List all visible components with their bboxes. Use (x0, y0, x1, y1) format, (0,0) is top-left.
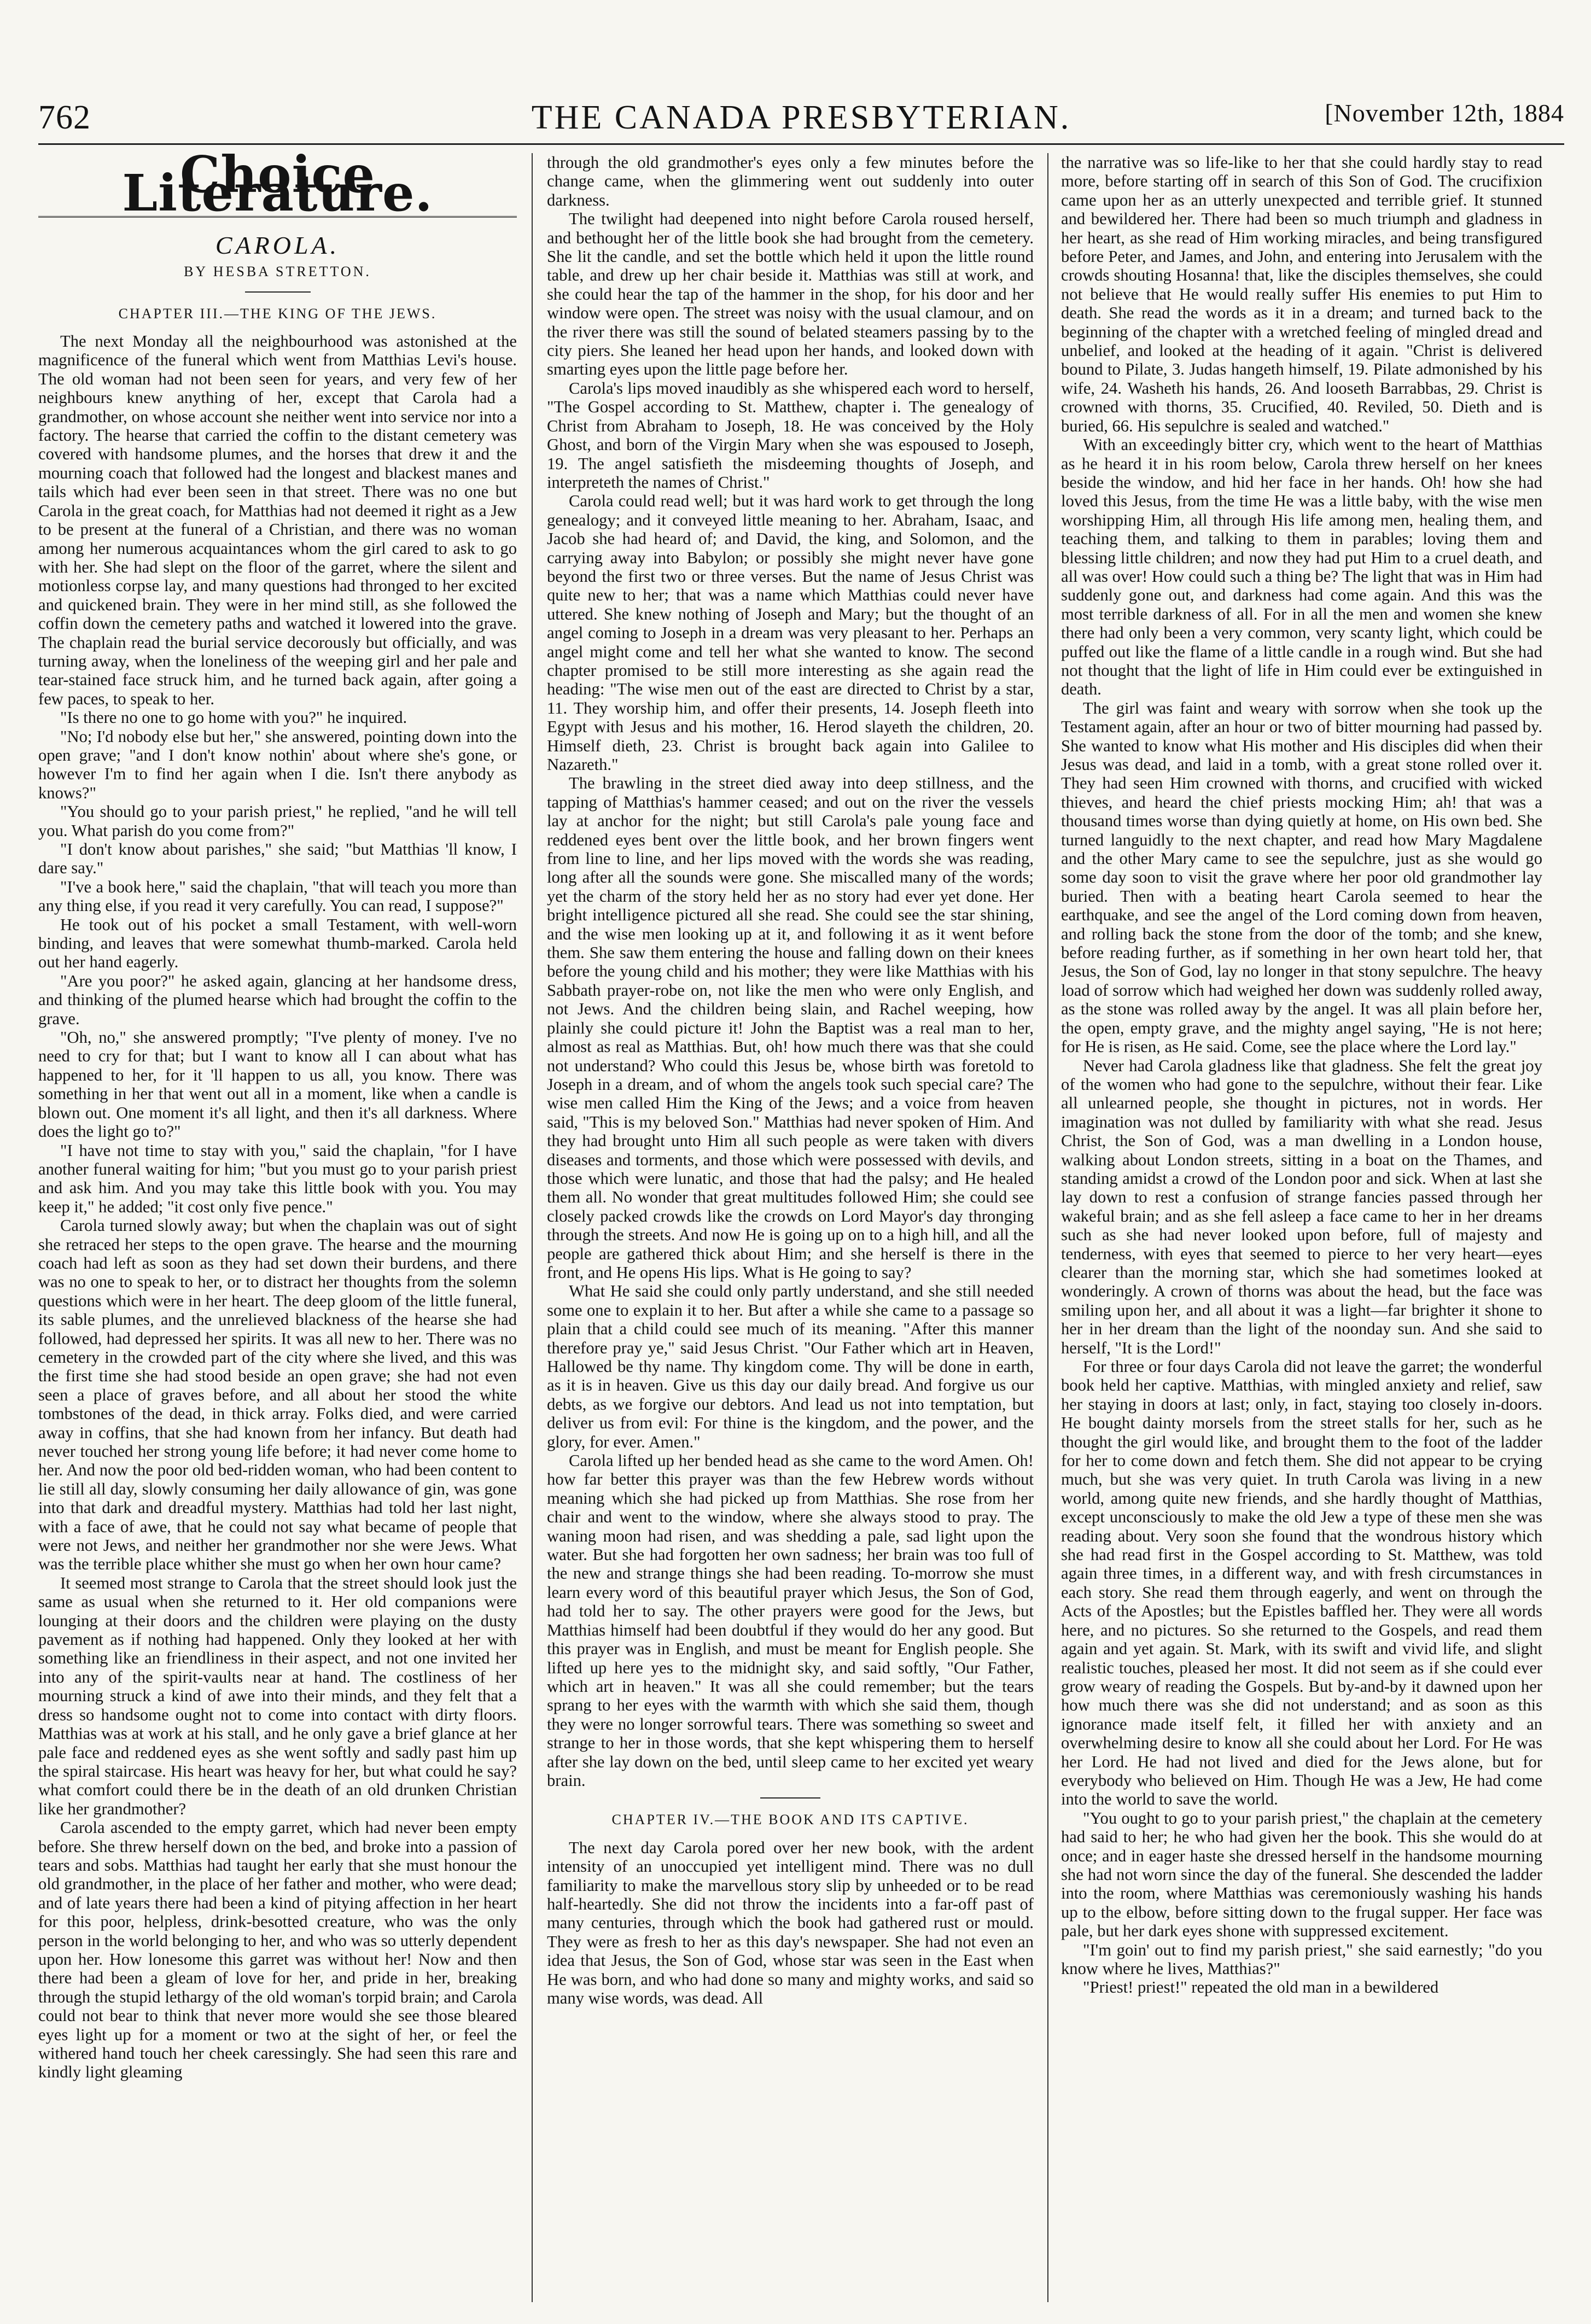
paragraph: "I don't know about parishes," she said; "but Matthias 'll know, I dare say." (38, 840, 517, 878)
column-rule (532, 153, 533, 2302)
byline-rule (245, 291, 311, 293)
paragraph: "Are you poor?" he asked again, glancing at her handsome dress, and thinking of the plumed hearse which had brought the coffin to the grave. (38, 971, 517, 1028)
paragraph: "I've a book here," said the chaplain, "that will teach you more than any thing else, if you read it very carefully. You can read, I suppose?" (38, 877, 517, 915)
paragraph: Never had Carola gladness like that gladness. She felt the great joy of the women who had gone to the sepulchre, without their fear. Like all unlearned people, she thought in pictures, not in words. Her imagination was not dulled by familiarity with what she read. Jesus Christ, the Son of God, was a man dwelling in a London house, walking about London streets, sitting in a boat on the Thames, and standing amidst a crowd of the London poor and sick. When at last she lay down to rest a confusion of strange fancies passed through her wakeful brain; and as she fell asleep a face came to her in her dreams such as she had never looked upon before, full of majesty and tenderness, with eyes that seemed to pierce to her very heart—eyes clearer than the morning star, which she had sometimes looked at wonderingly. A crown of thorns was about the head, but the face was smiling upon her, and all about it was a light—far brighter it shone to her in her dream than the light of the noonday sun. And she said to herself, "It is the Lord!" (1061, 1056, 1542, 1357)
header-rule (38, 143, 1564, 145)
paragraph: It seemed most strange to Carola that the street should look just the same as usual when she returned to it. Her old companions were lounging at their doors and the children were playing on the dusty pavement as if nothing had happened. Only they looked at her with something like an friendliness in their aspect, and not one invited her into any of the spirit-vaults near at hand. The costliness of her mourning struck a kind of awe into their minds, and they felt that a dress so handsome ought not to come into contact with dirty floors. Matthias was at work at his stall, and he only gave a brief glance at her pale face and reddened eyes as she went softly and sadly past him up the spiral staircase. His heart was heavy for her, but what could he say? what comfort could there be in the death of an old drunken Christian like her grandmother? (38, 1573, 517, 1818)
paragraph: "No; I'd nobody else but her," she answered, pointing down into the open grave; "and I don't know nothin' about where she's gone, or however I'm to find her again when I die. Isn't there anybody as knows?" (38, 727, 517, 802)
paragraph: What He said she could only partly understand, and she still needed some one to explain it to her. But after a while she came to a passage so plain that a child could see much of its meaning. "After this manner therefore pray ye," said Jesus Christ. "Our Father which art in Heaven, Hallowed be thy name. Thy kingdom come. Thy will be done in earth, as it is in heaven. Give us this day our daily bread. And forgive us our debts, as we forgive our debtors. And lead us not into temptation, but deliver us from evil: For thine is the kingdom, and the power, and the glory, for ever. Amen." (547, 1282, 1034, 1451)
paragraph: Carola ascended to the empty garret, which had never been empty before. She threw herself down on the bed, and broke into a passion of tears and sobs. Matthias had taught her early that she must honour the old grandmother, in the place of her father and mother, who were dead; and of late years there had been a kind of pitying affection in her heart for this poor, helpless, drink-besotted creature, who was the only person in the world belonging to her, and who was so utterly dependent upon her. How lonesome this garret was without her! Now and then there had been a gleam of love for her, and pride in her, breaking through the stupid lethargy of the old woman's torpid brain; and Carola could not bear to think that never more would she see those bleared eyes light up for a moment or two at the sight of her, or feel the withered hand touch her cheek caressingly. She had seen this rare and kindly light gleaming (38, 1818, 517, 2082)
paragraph: through the old grandmother's eyes only a few minutes before the change came, when the glimmering went out suddenly into outer darkness. (547, 153, 1034, 209)
paragraph: "I have not time to stay with you," said the chaplain, "for I have another funeral waiting for him; "but you must go to your parish priest and ask him. And you may take this little book with you. You may keep it," he added; "it cost only five pence." (38, 1141, 517, 1216)
paragraph: "You should go to your parish priest," he replied, "and he will tell you. What parish do you come from?" (38, 802, 517, 840)
paragraph: "I'm goin' out to find my parish priest," she said earnestly; "do you know where he lives, Matthias?" (1061, 1940, 1542, 1978)
paragraph: The brawling in the street died away into deep stillness, and the tapping of Matthias's hammer ceased; and out on the river the vessels lay at anchor for the night; but still Carola's pale young face and reddened eyes bent over the little book, and her brown fingers went from line to line, and her lips moved with the words she was reading, long after all the sounds were gone. She miscalled many of the words; yet the charm of the story held her as no story had ever yet done. Her bright intelligence pictured all she read. She could see the star shining, and the wise men looking up at it, and following it as it went before them. She saw them entering the house and falling down on their knees before the young child and his mother; they were like Matthias with his Sabbath prayer-robe on, not like the men who were only English, and not Jews. And the children being slain, and Rachel weeping, how plainly she could picture it! John the Baptist was a real man to her, almost as real as Matthias. But, oh! how much there was that she could not understand? Who could this Jesus be, whose birth was foretold to Joseph in a dream, and of whom the angels took such special care? The wise men called Him the King of the Jews; and a voice from heaven said, "This is my beloved Son." Matthias had never spoken of Him. And they had brought unto Him all such people as were taken with divers diseases and torments, and those which were possessed with devils, and those which were lunatic, and those that had the palsy; and He healed them all. No wonder that great multitudes followed Him; she could see closely packed crowds like the crowds on Lord Mayor's day thronging through the streets. And now He is going up on to a high hill, and all the people are gathered thick about Him; and she herself is there in the front, and He opens His lips. What is He going to say? (547, 774, 1034, 1282)
section-title: Choice Literature. (38, 153, 517, 218)
story-title: CAROLA. (215, 231, 340, 259)
paragraph: Carola could read well; but it was hard work to get through the long genealogy; and it conveyed little meaning to her. Abraham, Isaac, and Jacob she had heard of; and David, the king, and Solomon, and the carrying away into Babylon; or possibly she might never have gone beyond the first two or three verses. But the name of Jesus Christ was quite new to her; that was a name which Matthias could never have uttered. She knew nothing of Joseph and Mary; but the thought of an angel coming to Joseph in a dream was very pleasant to her. Perhaps an angel might come and tell her what she wanted to know. The second chapter promised to be still more interesting as she again read the heading: "The wise men out of the east are directed to Christ by a star, 11. They worship him, and offer their presents, 14. Joseph fleeth into Egypt with Jesus and his mother, 16. Herod slayeth the children, 20. Himself dieth, 23. Christ is brought back again into Galilee to Nazareth." (547, 492, 1034, 774)
column-rule (1047, 153, 1048, 2302)
paragraph: The girl was faint and weary with sorrow when she took up the Testament again, after an hour or two of bitter mourning had passed by. She wanted to know what His mother and His disciples did when their Jesus was dead, and laid in a tomb, with a great stone rolled over it. They had seen Him crowned with thorns, and crucified with wicked thieves, and heard the chief priests mocking Him; ah! that was a thousand times worse than dying quietly at home, on His own bed. She turned languidly to the next chapter, and read how Mary Magdalene and the other Mary came to see the sepulchre, just as she would go some day soon to visit the grave where her poor old grandmother lay buried. Then with a beating heart Carola seemed to hear the earthquake, and see the angel of the Lord coming down from heaven, and rolling back the stone from the door of the tomb; and she knew, before reading further, as if something in her own heart told her, that Jesus, the Son of God, lay no longer in that stony sepulchre. The heavy load of sorrow which had weighed her down was suddenly rolled away, as the stone was rolled away by the angel. It was all plain before her, the open, empty grave, and the mighty angel saying, "He is not here; for He is risen, as He said. Come, see the place where the Lord lay." (1061, 698, 1542, 1056)
column-2 (547, 153, 1034, 2308)
paragraph: Carola turned slowly away; but when the chaplain was out of sight she retraced her steps to the open grave. The hearse and the mourning coach had left as soon as they had set down their burdens, and there was no one to speak to her, or to distract her thoughts from the solemn questions which were in her heart. The deep gloom of the little funeral, its sable plumes, and the unrelieved blackness of the hearse she had followed, had depressed her spirits. It was all new to her. There was no cemetery in the crowded part of the city where she lived, and this was the first time she had stood beside an open grave; she had not even seen a place of graves before, and all about her stood the white tombstones of the dead, in thick array. Folks died, and were carried away in coffins, that she had known from her infancy. But death had never touched her strong young life before; it had never come home to her. And now the poor old bed-ridden woman, who had been content to lie still all day, slowly consuming her daily allowance of gin, was gone into that dark and dreadful mystery. Matthias had told her last night, with a face of awe, that he could not say what became of people that were not Jews, and neither her grandmother nor she were Jews. What was the terrible place whither she must go when her own hour came? (38, 1216, 517, 1574)
column-3 (1061, 153, 1542, 2308)
paragraph: "Priest! priest!" repeated the old man in a bewildered (1083, 1978, 1439, 1997)
paragraph: "You ought to go to your parish priest," the chaplain at the cemetery had said to her; he who had given her the book. This she would do at once; and in eager haste she dressed herself in the handsome mourning she had not worn since the day of the funeral. She descended the ladder into the room, where Matthias was ceremoniously washing his hands up to the elbow, before sitting down to the frugal supper. Her face was pale, but her dark eyes shone with suppressed excitement. (1061, 1808, 1542, 1941)
chapter-heading: CHAPTER III.—THE KING OF THE JEWS. (118, 305, 437, 322)
paragraph: He took out of his pocket a small Testament, with well-worn binding, and leaves that were somewhat thumb-marked. Carola held out her hand eagerly. (38, 915, 517, 972)
paragraph: "Oh, no," she answered promptly; "I've plenty of money. I've no need to cry for that; but I want to know all I can about what has happened to her, for it 'll happen to us all, you know. There was something in her that went out all in a moment, like when a candle is blown out. One moment it's all light, and then it's all darkness. Where does the light go to?" (38, 1028, 517, 1141)
page-header (38, 82, 1564, 142)
chapter-rule (760, 1797, 820, 1799)
column-1 (38, 153, 517, 2308)
paragraph: Carola lifted up her bended head as she came to the word Amen. Oh! how far better this prayer was than the few Hebrew words without meaning which she had picked up from Matthias. She rose from her chair and went to the window, where she always stood to pray. The waning moon had risen, and was shedding a pale, sad light upon the water. But she had forgotten her own sadness; her brain was too full of the new and strange things she had been reading. To-morrow she must learn every word of this beautiful prayer which Jesus, the Son of God, had told her to say. The other prayers were good for the Jews, but Matthias himself had been doubtful if they would do her any good. But this prayer was in English, and must be meant for English people. She lifted up here yes to the midnight sky, and said softly, "Our Father, which art in heaven." It was all she could remember; but the tears sprang to her eyes with the warmth with which she said them, though they were no longer sorrowful tears. There was something so sweet and strange to her in those words, that she kept whispering them to herself after she lay down on the bed, until sleep came to her excited yet weary brain. (547, 1451, 1034, 1790)
paragraph: "Is there no one to go home with you?" he inquired. (60, 708, 407, 727)
issue-date: [November 12th, 1884 (1325, 99, 1564, 127)
paragraph: Carola's lips moved inaudibly as she whispered each word to herself, "The Gospel according to St. Matthew, chapter i. The genealogy of Christ from Abraham to Joseph, 18. He was conceived by the Holy Ghost, and born of the Virgin Mary when she was espoused to Joseph, 19. The angel satisfieth the misdeeming thoughts of Joseph, and interpreteth the names of Christ." (547, 378, 1034, 492)
paragraph: The next Monday all the neighbourhood was astonished at the magnificence of the funeral which went from Matthias Levi's house. The old woman had not been seen for years, and very few of her neighbours knew anything of her, except that Carola had a grandmother, on whose account she neither went into service nor into a factory. The hearse that carried the coffin to the distant cemetery was covered with handsome plumes, and the horses that drew it and the mourning coach that followed had the longest and blackest manes and tails which had ever been seen in that street. There was no one but Carola in the great coach, for Matthias had not deemed it right as a Jew to be present at the funeral of a Christian, and there was no woman among her numerous acquaintances whom the girl cared to ask to go with her. She had slept on the floor of the garret, where the silent and motionless corpse lay, and many questions had thronged to her excited and quickened brain. They were in her mind still, as she followed the coffin down the cemetery paths and watched it lowered into the grave. The chaplain read the burial service decorously but officially, and was turning away, when the loneliness of the weeping girl and her pale and tear-stained face struck him, and he turned back again, after going a few paces, to speak to her. (38, 332, 517, 708)
paragraph: The next day Carola pored over her new book, with the ardent intensity of an unoccupied yet intelligent mind. There was no dull familiarity to make the marvellous story slip by unheeded or to be read half-heartedly. She did not throw the incidents into a far-off past of many centuries, through which the book had gathered rust or mould. They were as fresh to her as this day's newspaper. She had not even an idea that Jesus, the Son of God, whose star was seen in the East when He was born, and who had done so many and mighty works, and said so many wise words, was dead. All (547, 1838, 1034, 2007)
page-number: 762 (38, 99, 91, 136)
paragraph: the narrative was so life-like to her that she could hardly stay to read more, before starting off in search of this Son of God. The crucifixion came upon her as an utterly unexpected and terrible grief. It stunned and bewildered her. There had been so much triumph and gladness in her heart, as she read of Him working miracles, and being transfigured before Peter, and James, and John, and entering into Jerusalem with the crowds shouting Hosanna! that, like the disciples themselves, she could not believe that He would really suffer His enemies to put Him to death. She read the words as it in a dream; and turned back to the beginning of the chapter with a wretched feeling of mingled dread and unbelief, and looked at the heading of it again. "Christ is delivered bound to Pilate, 3. Judas hangeth himself, 19. Pilate admonished by his wife, 24. Washeth his hands, 26. And looseth Barrabbas, 29. Christ is crowned with thorns, 35. Crucified, 40. Reviled, 50. Dieth and is buried, 66. His sepulchre is sealed and watched." (1061, 153, 1542, 435)
paragraph: The twilight had deepened into night before Carola roused herself, and bethought her of the little book she had brought from the cemetery. She lit the candle, and set the bottle which held it upon the little round table, and drew up her chair beside it. Matthias was still at work, and she could hear the tap of the hammer in the shop, for his door and her window were open. The street was noisy with the usual clamour, and on the river there was still the sound of belated steamers passing by to the city piers. She leaned her head upon her hands, and looked down with smarting eyes upon the little page before her. (547, 209, 1034, 379)
newspaper-title: THE CANADA PRESBYTERIAN. (531, 99, 1071, 136)
paragraph: For three or four days Carola did not leave the garret; the wonderful book held her captive. Matthias, with mingled anxiety and relief, saw her staying in doors at last; only, in fact, staying too closely in-doors. He bought dainty morsels from the street stalls for her, such as he thought the girl would like, and brought them to the foot of the ladder for her to come down and fetch them. She did not appear to be crying much, but she was very quiet. In truth Carola was living in a new world, among quite new friends, and she hardly thought of Matthias, except unconsciously to make the old Jew a type of these men she was reading about. Very soon she found that the wondrous history which she had read first in the Gospel according to St. Matthew, was told again three times, in a different way, and with fresh circumstances in each story. She read them through eagerly, and went on through the Acts of the Apostles; but the Epistles baffled her. They were all words here, and no pictures. So she returned to the Gospels, and read them again and yet again. St. Mark, with its swift and vivid life, and slight realistic touches, pleased her most. It did not seem as if she could ever grow weary of reading the Gospels. But by-and-by it dawned upon her how much there was she did not understand; and as soon as this ignorance made itself felt, it filled her with anxiety and an overwhelming desire to know all she could about her Lord. For He was her Lord. He had not lived and died for the Jews alone, but for everybody who believed on Him. Though He was a Jew, He had come into the world to save the world. (1061, 1357, 1542, 1809)
chapter-heading: CHAPTER IV.—THE BOOK AND ITS CAPTIVE. (611, 1812, 969, 1828)
byline: BY HESBA STRETTON. (184, 264, 371, 280)
paragraph: With an exceedingly bitter cry, which went to the heart of Matthias as he heard it in his room below, Carola threw herself on her knees beside the window, and hid her face in her hands. Oh! how she had loved this Jesus, from the time He was a little baby, with the wise men worshipping Him, all through His life among men, healing them, and teaching them, and talking to them in parables; loving them and blessing little children; and now they had put Him to a cruel death, and all was over! How could such a thing be? The light that was in Him had suddenly gone out, and darkness had come again. And this was the most terrible darkness of all. For in all the men and women she knew there had only been a very common, very scanty light, which could be puffed out like the flame of a little candle in a rough wind. But she had not thought that the light of life in Him could ever be extinguished in death. (1061, 435, 1542, 699)
